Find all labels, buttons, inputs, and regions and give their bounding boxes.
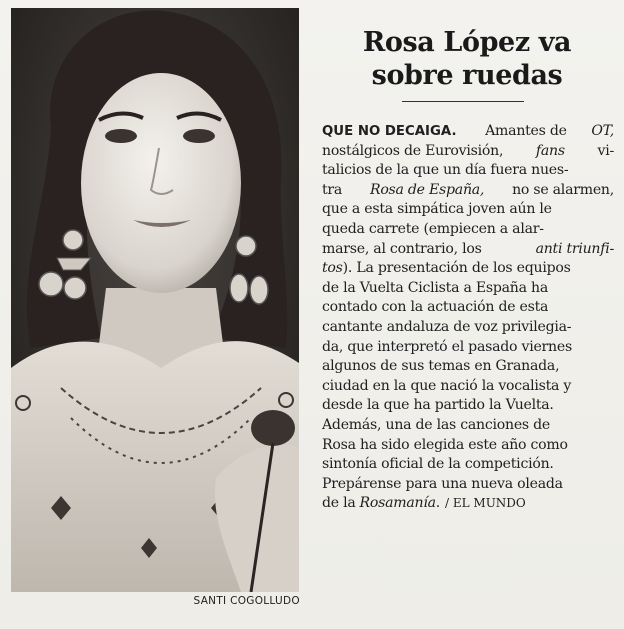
line-part: marse, al contrario, los (322, 240, 482, 257)
line-part: da, que interpretó el pasado viernes (322, 338, 572, 355)
line-part: tos (322, 260, 343, 277)
article-line (322, 455, 614, 475)
line-part: nostálgicos de Eurovisión, (322, 142, 504, 159)
headline-line-2: sobre ruedas (371, 60, 563, 91)
line-part: Amantes de (485, 123, 567, 139)
line-part: Rosa de España, (369, 181, 485, 198)
article-line (322, 338, 614, 358)
article-line (322, 259, 614, 279)
article-line (322, 220, 614, 240)
line-part: algunos de sus temas en Granada, (322, 358, 560, 375)
article-line (322, 161, 614, 181)
article-line (322, 142, 614, 162)
headline-divider (402, 101, 524, 102)
line-part: Además, una de las canciones de (322, 416, 551, 433)
article-body (322, 122, 614, 514)
byline-source: / EL MUNDO (445, 496, 526, 511)
line-part: vi- (597, 142, 614, 159)
line-part: cantante andaluza de voz privilegia- (322, 318, 572, 335)
line-part: desde la que ha partido la Vuelta. (322, 397, 554, 414)
line-part: Rosa ha sido elegida este año como (322, 436, 568, 453)
portrait-illustration (11, 8, 299, 592)
photo-credit: SANTI COGOLLUDO (193, 595, 300, 607)
article-line (322, 298, 614, 318)
article-line (322, 396, 614, 416)
article-last-line (322, 494, 614, 514)
line-part: queda carrete (empiecen a alar- (322, 220, 544, 237)
portrait-photo (11, 8, 299, 592)
line-part: ). La presentación de los equipos (342, 260, 571, 277)
article-line (322, 122, 614, 142)
line-part: talicios de la que un día fuera nues- (322, 162, 569, 179)
line-part: no se alarmen, (512, 181, 614, 198)
line-part: tra (322, 181, 343, 198)
article-line (322, 416, 614, 436)
article-line (322, 181, 614, 201)
line-part: anti triunfi- (535, 240, 614, 257)
article-line (322, 240, 614, 260)
line-part: Prepárense para una nueva oleada (322, 475, 563, 492)
line-part: fans (535, 142, 565, 159)
line-part: de la Vuelta Ciclista a España ha (322, 279, 548, 296)
line-part: OT, (591, 123, 614, 139)
line-part: contado con la actuación de esta (322, 299, 549, 316)
article-line (322, 475, 614, 495)
line-part: Rosamanía (359, 495, 436, 512)
headline-line-1: Rosa López va (362, 27, 572, 58)
article-line (322, 436, 614, 456)
line-part: sintonía oficial de la competición. (322, 456, 554, 473)
line-part: ciudad en la que nació la vocalista y (322, 377, 572, 394)
headline (322, 26, 612, 92)
article-line (322, 377, 614, 397)
line-part: que a esta simpática joven aún le (322, 201, 552, 218)
article-line (322, 357, 614, 377)
article-line (322, 200, 614, 220)
line-part: . (435, 495, 440, 512)
article-line (322, 279, 614, 299)
line-part: de la (322, 495, 356, 512)
lead-in: QUE NO DECAIGA. (322, 124, 457, 139)
article-line (322, 318, 614, 338)
